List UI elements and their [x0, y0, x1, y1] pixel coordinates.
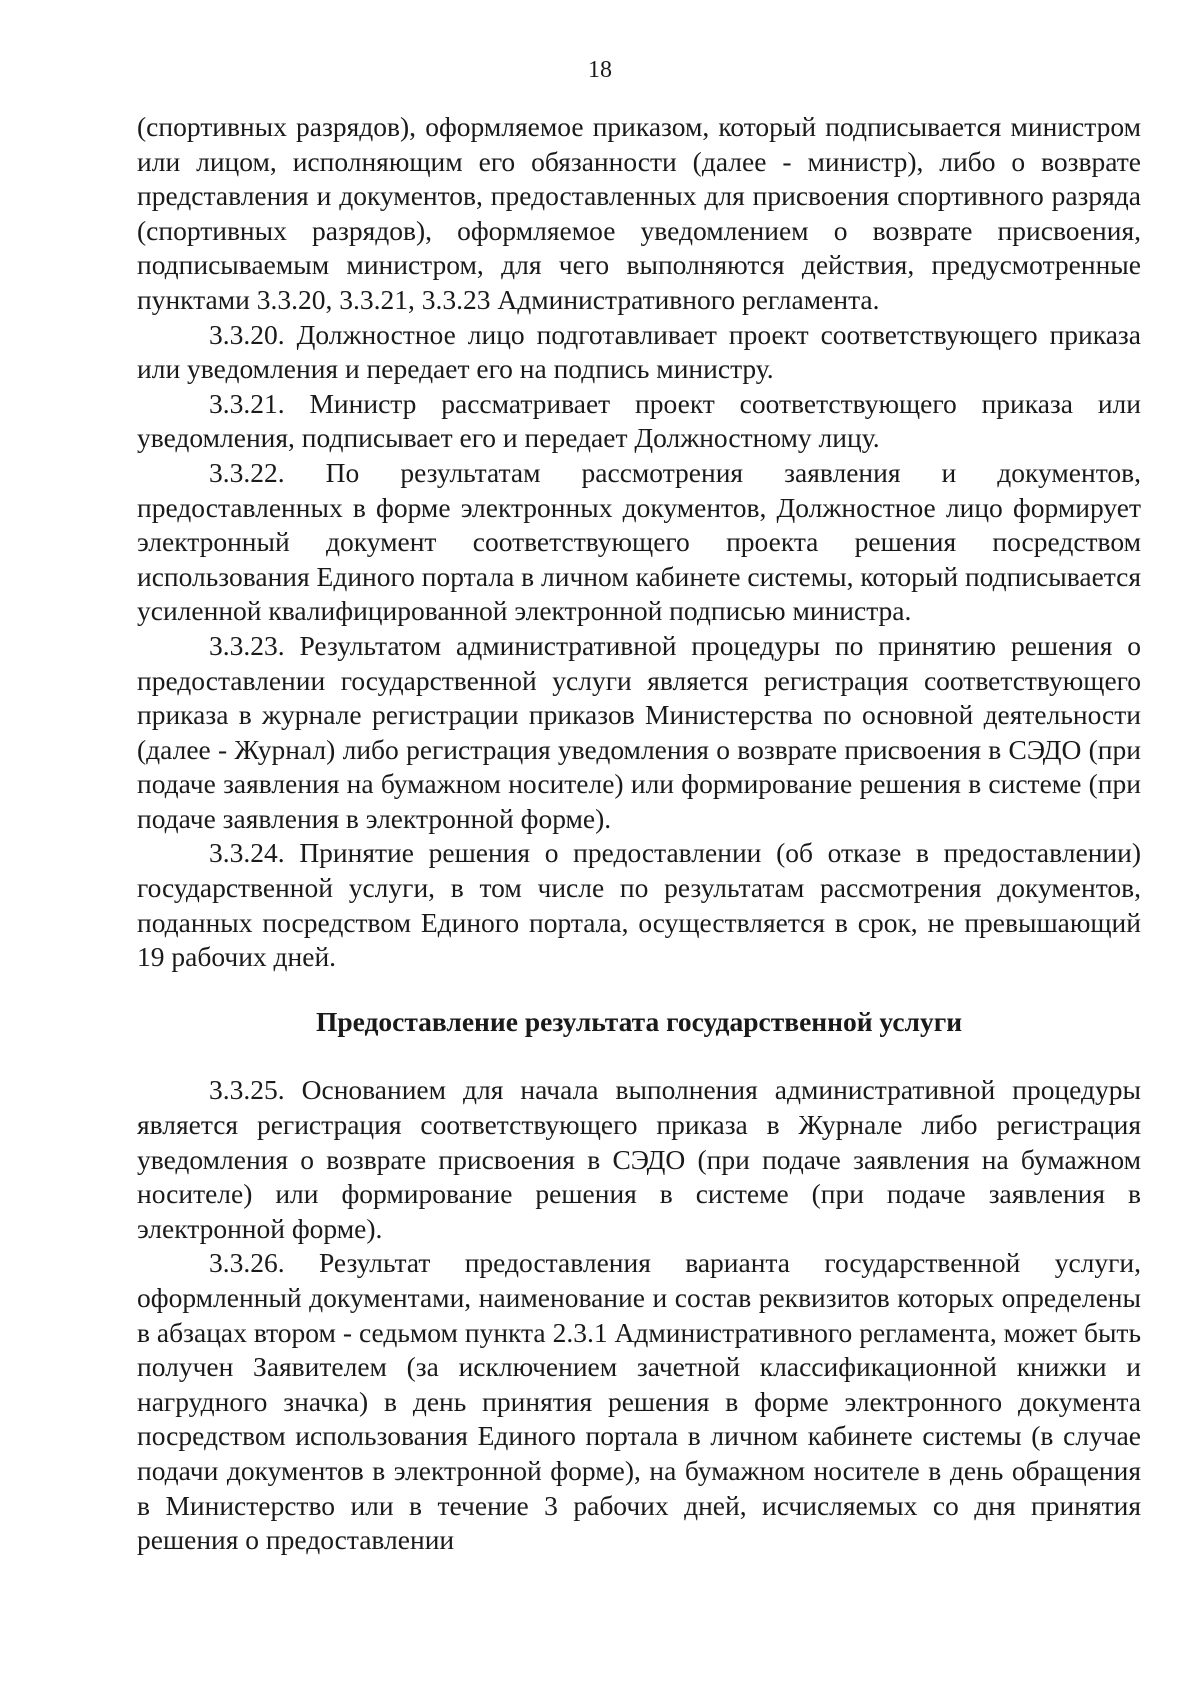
paragraph-3-3-21: 3.3.21. Министр рассматривает проект соответствующего приказа или уведомления, подписывает его и передает Должностному лицу. — [137, 387, 1141, 454]
paragraph-3-3-23: 3.3.23. Результатом административной процедуры по принятию решения о предоставлении государственной услуги является регистрация соответствующего приказа в журнале регистрации приказов Министерства по основной деятельности (далее - Журнал) либо регистрация уведомления о возврате присвоения в СЭДО (при подаче заявления на бумажном носителе) или формирование решения в системе (при подаче заявления в электронной форме). — [137, 629, 1141, 834]
section-heading: Предоставление результата государственной услуги — [315, 1005, 963, 1037]
paragraph-3-3-25: 3.3.25. Основанием для начала выполнения административной процедуры является регистрация соответствующего приказа в Журнале либо регистрация уведомления о возврате присвоения в СЭДО (при подаче заявления на бумажном носителе) или формирование решения в системе (при подаче заявления в электронной форме). — [137, 1074, 1141, 1244]
paragraph-continuation: (спортивных разрядов), оформляемое приказом, который подписывается министром или лицом, исполняющим его обязанности (далее - министр), либо о возврате представления и документов, предоставленных для присвоения спортивного разряда (спортивных разрядов), оформляемое уведомлением о возврате присвоения, подписываемым министром, для чего выполняются действия, предусмотренные пунктами 3.3.20, 3.3.21, 3.3.23 Административного регламента. — [137, 111, 1141, 315]
paragraph-3-3-22: 3.3.22. По результатам рассмотрения заявления и документов, предоставленных в форме электронных документов, Должностное лицо формирует электронный документ соответствующего проекта решения посредством использования Единого портала в личном кабинете системы, который подписывается усиленной квалифицированной электронной подписью министра. — [137, 456, 1141, 627]
paragraph-3-3-20: 3.3.20. Должностное лицо подготавливает проект соответствующего приказа или уведомления и передает его на подпись министру. — [137, 318, 1141, 385]
page-number: 18 — [588, 57, 612, 83]
paragraph-3-3-24: 3.3.24. Принятие решения о предоставлении (об отказе в предоставлении) государственной услуги, в том числе по результатам рассмотрения документов, поданных посредством Единого портала, осуществляется в срок, не превышающий 19 рабочих дней. — [137, 837, 1141, 973]
document-body — [137, 110, 1141, 1558]
paragraph-3-3-26: 3.3.26. Результат предоставления варианта государственной услуги, оформленный документами, наименование и состав реквизитов которых определены в абзацах втором - седьмом пункта 2.3.1 Административного регламента, может быть получен Заявителем (за исключением зачетной классификационной книжки и нагрудного значка) в день принятия решения в форме электронного документа посредством использования Единого портала в личном кабинете системы (в случае подачи документов в электронной форме), на бумажном носителе в день обращения в Министерство или в течение 3 рабочих дней, исчисляемых со дня принятия решения о предоставлении — [137, 1247, 1141, 1556]
